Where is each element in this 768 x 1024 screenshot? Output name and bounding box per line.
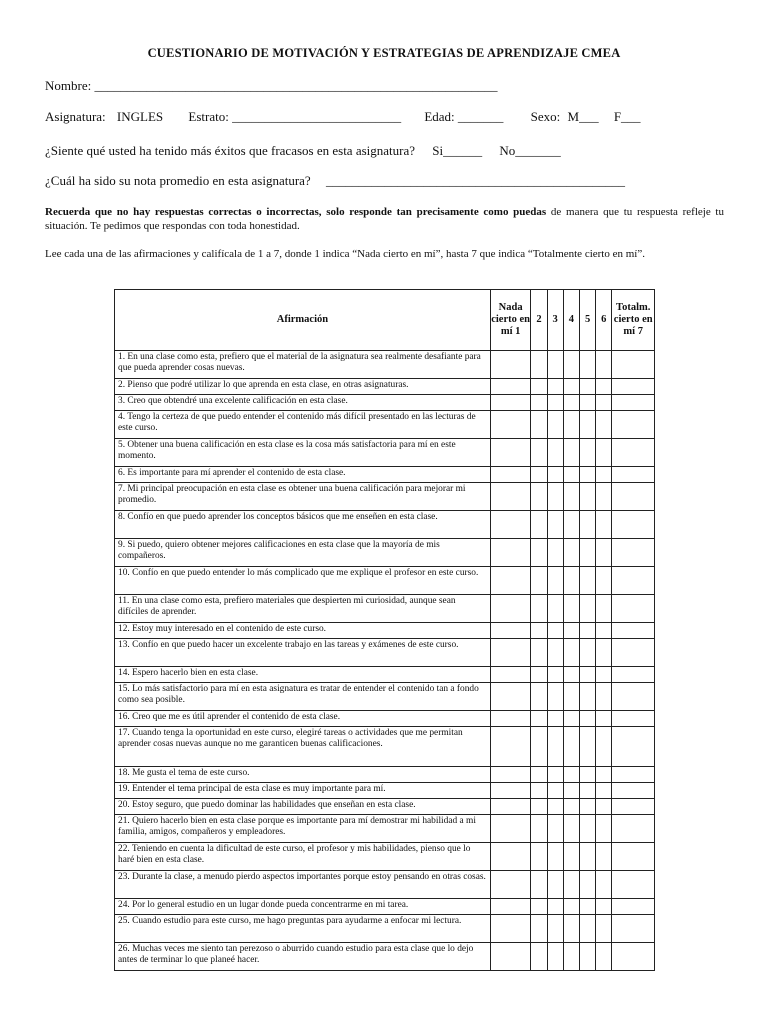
rating-cell-4[interactable] [563,943,579,971]
sexo-m-field[interactable]: M___ [567,109,599,124]
table-row [115,899,655,915]
afirmacion-cell: 23. Durante la clase, a menudo pierdo aspectos importantes porque estoy pensando en otras cosas. [115,871,491,899]
rating-cell-6[interactable] [596,943,612,971]
table-row [115,815,655,843]
rating-cell-1[interactable] [490,411,531,439]
rating-cell-3[interactable] [547,871,563,899]
afirmacion-cell: 15. Lo más satisfactorio para mí en esta asignatura es tratar de entender el contenido tan a fondo como sea posible. [115,683,491,711]
header-6: 6 [596,290,612,351]
rating-cell-2[interactable] [531,439,547,467]
table-row [115,467,655,483]
rating-cell-3[interactable] [547,595,563,623]
afirmacion-cell: 6. Es importante para mí aprender el contenido de esta clase. [115,467,491,483]
rating-cell-4[interactable] [563,871,579,899]
table-row [115,595,655,623]
rating-cell-7[interactable] [612,767,655,783]
table-row [115,727,655,767]
rating-cell-2[interactable] [531,483,547,511]
rating-cell-5[interactable] [579,467,595,483]
rating-cell-1[interactable] [490,767,531,783]
afirmacion-cell: 13. Confío en que puedo hacer un excelente trabajo en las tareas y exámenes de este curso. [115,639,491,667]
exitos-si-field[interactable]: Si______ [432,143,483,158]
rating-cell-6[interactable] [596,843,612,871]
rating-cell-7[interactable] [612,411,655,439]
afirmacion-cell: 14. Espero hacerlo bien en esta clase. [115,667,491,683]
table-row [115,767,655,783]
table-row [115,683,655,711]
rating-cell-4[interactable] [563,639,579,667]
rating-cell-3[interactable] [547,667,563,683]
rating-cell-2[interactable] [531,727,547,767]
afirmacion-cell: 1. En una clase como esta, prefiero que el material de la asignatura sea realmente desafiante para que pueda aprender cosas nuevas. [115,351,491,379]
rating-cell-1[interactable] [490,439,531,467]
rating-cell-6[interactable] [596,379,612,395]
rating-cell-1[interactable] [490,711,531,727]
rating-cell-4[interactable] [563,711,579,727]
rating-cell-7[interactable] [612,815,655,843]
rating-cell-4[interactable] [563,395,579,411]
asignatura-line [45,109,641,125]
rating-cell-7[interactable] [612,711,655,727]
rating-cell-3[interactable] [547,815,563,843]
rating-cell-3[interactable] [547,915,563,943]
rating-cell-6[interactable] [596,915,612,943]
rating-cell-6[interactable] [596,439,612,467]
nota-field[interactable]: ______________________________________________ [325,173,625,188]
rating-cell-7[interactable] [612,439,655,467]
rating-cell-2[interactable] [531,539,547,567]
rating-cell-1[interactable] [490,539,531,567]
rating-cell-4[interactable] [563,411,579,439]
estrato-label: Estrato: [188,109,229,124]
afirmacion-cell: 7. Mi principal preocupación en esta clase es obtener una buena calificación para mejorar mi promedio. [115,483,491,511]
afirmacion-cell: 10. Confío en que puedo entender lo más complicado que me explique el profesor en este curso. [115,567,491,595]
rating-cell-1[interactable] [490,639,531,667]
rating-cell-2[interactable] [531,411,547,439]
rating-cell-4[interactable] [563,567,579,595]
rating-cell-4[interactable] [563,539,579,567]
rating-cell-4[interactable] [563,439,579,467]
rating-cell-5[interactable] [579,667,595,683]
rating-cell-4[interactable] [563,799,579,815]
rating-cell-3[interactable] [547,411,563,439]
afirmacion-cell: 4. Tengo la certeza de que puedo entender el contenido más difícil presentado en las lecturas de este curso. [115,411,491,439]
rating-cell-3[interactable] [547,483,563,511]
rating-cell-2[interactable] [531,915,547,943]
rating-cell-4[interactable] [563,915,579,943]
rating-cell-5[interactable] [579,899,595,915]
edad-label: Edad: [424,109,455,124]
rating-cell-7[interactable] [612,623,655,639]
table-row [115,871,655,899]
rating-cell-3[interactable] [547,511,563,539]
rating-cell-2[interactable] [531,799,547,815]
rating-cell-2[interactable] [531,899,547,915]
table-row [115,567,655,595]
rating-cell-5[interactable] [579,639,595,667]
rating-cell-7[interactable] [612,783,655,799]
rating-cell-6[interactable] [596,683,612,711]
exitos-no-field[interactable]: No_______ [499,143,561,158]
rating-cell-1[interactable] [490,395,531,411]
rating-cell-1[interactable] [490,483,531,511]
rating-cell-7[interactable] [612,871,655,899]
afirmacion-cell: 8. Confío en que puedo aprender los conceptos básicos que me enseñen en esta clase. [115,511,491,539]
rating-cell-5[interactable] [579,783,595,799]
rating-cell-5[interactable] [579,815,595,843]
rating-cell-6[interactable] [596,595,612,623]
rating-cell-5[interactable] [579,567,595,595]
exitos-line [45,143,561,159]
rating-cell-3[interactable] [547,727,563,767]
rating-cell-7[interactable] [612,467,655,483]
rating-cell-5[interactable] [579,711,595,727]
rating-cell-3[interactable] [547,623,563,639]
header-totalmente-cierto: Totalm. cierto en mí 7 [612,290,655,351]
rating-cell-4[interactable] [563,623,579,639]
rating-cell-1[interactable] [490,871,531,899]
rating-cell-6[interactable] [596,799,612,815]
nombre-label: Nombre: [45,78,92,93]
instructions-paragraph [45,206,724,233]
rating-cell-5[interactable] [579,727,595,767]
rating-cell-3[interactable] [547,351,563,379]
afirmacion-cell: 21. Quiero hacerlo bien en esta clase porque es importante para mí demostrar mi habilidad a mi familia, amigos, compañeros y empleadores. [115,815,491,843]
rating-cell-7[interactable] [612,395,655,411]
table-row [115,411,655,439]
rating-cell-5[interactable] [579,539,595,567]
rating-cell-5[interactable] [579,843,595,871]
afirmacion-cell: 5. Obtener una buena calificación en esta clase es la cosa más satisfactoria para mí en este momento. [115,439,491,467]
table-row [115,711,655,727]
rating-cell-1[interactable] [490,623,531,639]
rating-cell-5[interactable] [579,439,595,467]
table-row [115,799,655,815]
afirmacion-cell: 9. Si puedo, quiero obtener mejores calificaciones en esta clase que la mayoría de mis compañeros. [115,539,491,567]
rating-cell-5[interactable] [579,483,595,511]
table-row [115,395,655,411]
rating-cell-2[interactable] [531,567,547,595]
rating-cell-5[interactable] [579,395,595,411]
questionnaire-table [114,289,655,971]
afirmacion-cell: 16. Creo que me es útil aprender el contenido de esta clase. [115,711,491,727]
rating-cell-7[interactable] [612,683,655,711]
rating-cell-6[interactable] [596,783,612,799]
rating-cell-1[interactable] [490,843,531,871]
rating-cell-4[interactable] [563,511,579,539]
rating-cell-6[interactable] [596,483,612,511]
table-row [115,783,655,799]
rating-cell-4[interactable] [563,815,579,843]
rating-cell-2[interactable] [531,595,547,623]
scale-instructions: Lee cada una de las afirmaciones y califícala de 1 a 7, donde 1 indica “Nada cierto en mí”, hasta 7 que indica “Totalmente cierto en mí”. [45,248,645,260]
rating-cell-7[interactable] [612,799,655,815]
rating-cell-2[interactable] [531,871,547,899]
rating-cell-1[interactable] [490,511,531,539]
afirmacion-cell: 11. En una clase como esta, prefiero materiales que despierten mi curiosidad, aunque sean difíciles de aprender. [115,595,491,623]
rating-cell-3[interactable] [547,395,563,411]
rating-cell-3[interactable] [547,943,563,971]
rating-cell-4[interactable] [563,783,579,799]
rating-cell-7[interactable] [612,843,655,871]
rating-cell-5[interactable] [579,595,595,623]
rating-cell-2[interactable] [531,843,547,871]
table-row [115,623,655,639]
estrato-field[interactable]: __________________________ [232,109,402,124]
rating-cell-1[interactable] [490,943,531,971]
rating-cell-3[interactable] [547,899,563,915]
rating-cell-2[interactable] [531,467,547,483]
table-row [115,943,655,971]
rating-cell-1[interactable] [490,799,531,815]
rating-cell-7[interactable] [612,483,655,511]
rating-cell-1[interactable] [490,467,531,483]
table-header-row [115,290,655,351]
header-afirmacion: Afirmación [115,290,491,351]
rating-cell-5[interactable] [579,943,595,971]
table-row [115,379,655,395]
rating-cell-2[interactable] [531,667,547,683]
nota-question: ¿Cuál ha sido su nota promedio en esta asignatura? [45,173,311,188]
rating-cell-4[interactable] [563,467,579,483]
rating-cell-3[interactable] [547,783,563,799]
rating-cell-5[interactable] [579,799,595,815]
rating-cell-1[interactable] [490,379,531,395]
sexo-label: Sexo: [530,109,561,124]
nombre-line [45,78,497,94]
asignatura-label: Asignatura: [45,109,106,124]
rating-cell-4[interactable] [563,667,579,683]
rating-cell-6[interactable] [596,815,612,843]
rating-cell-6[interactable] [596,899,612,915]
rating-cell-3[interactable] [547,379,563,395]
header-4: 4 [563,290,579,351]
header-3: 3 [547,290,563,351]
rating-cell-1[interactable] [490,727,531,767]
rating-cell-7[interactable] [612,567,655,595]
rating-cell-5[interactable] [579,351,595,379]
instructions-rest: de manera que tu respuesta refleje tu situación. Te pedimos que respondas con toda honestidad. [45,206,724,232]
rating-cell-1[interactable] [490,815,531,843]
rating-cell-5[interactable] [579,683,595,711]
rating-cell-2[interactable] [531,395,547,411]
rating-cell-6[interactable] [596,351,612,379]
rating-cell-2[interactable] [531,783,547,799]
rating-cell-6[interactable] [596,539,612,567]
rating-cell-4[interactable] [563,483,579,511]
rating-cell-3[interactable] [547,639,563,667]
page-title: CUESTIONARIO DE MOTIVACIÓN Y ESTRATEGIAS DE APRENDIZAJE CMEA [147,46,621,60]
rating-cell-5[interactable] [579,871,595,899]
rating-cell-2[interactable] [531,767,547,783]
rating-cell-7[interactable] [612,379,655,395]
rating-cell-3[interactable] [547,567,563,595]
rating-cell-4[interactable] [563,351,579,379]
rating-cell-6[interactable] [596,623,612,639]
rating-cell-1[interactable] [490,667,531,683]
afirmacion-cell: 18. Me gusta el tema de este curso. [115,767,491,783]
rating-cell-6[interactable] [596,467,612,483]
rating-cell-1[interactable] [490,783,531,799]
rating-cell-1[interactable] [490,351,531,379]
rating-cell-2[interactable] [531,351,547,379]
rating-cell-1[interactable] [490,899,531,915]
rating-cell-4[interactable] [563,727,579,767]
rating-cell-1[interactable] [490,915,531,943]
rating-cell-3[interactable] [547,711,563,727]
afirmacion-cell: 20. Estoy seguro, que puedo dominar las habilidades que enseñan en esta clase. [115,799,491,815]
rating-cell-6[interactable] [596,639,612,667]
rating-cell-7[interactable] [612,727,655,767]
rating-cell-7[interactable] [612,899,655,915]
rating-cell-3[interactable] [547,799,563,815]
nota-line [45,173,625,189]
rating-cell-7[interactable] [612,539,655,567]
afirmacion-cell: 12. Estoy muy interesado en el contenido de este curso. [115,623,491,639]
rating-cell-6[interactable] [596,727,612,767]
table-row [115,667,655,683]
table-row [115,351,655,379]
rating-cell-1[interactable] [490,567,531,595]
rating-cell-2[interactable] [531,683,547,711]
afirmacion-cell: 2. Pienso que podré utilizar lo que aprenda en esta clase, en otras asignaturas. [115,379,491,395]
afirmacion-cell: 26. Muchas veces me siento tan perezoso o aburrido cuando estudio para esta clase que lo dejo antes de terminar lo que planeé hacer. [115,943,491,971]
rating-cell-7[interactable] [612,639,655,667]
afirmacion-cell: 22. Teniendo en cuenta la dificultad de este curso, el profesor y mis habilidades, pienso que lo haré bien en esta clase. [115,843,491,871]
rating-cell-7[interactable] [612,667,655,683]
asignatura-value: INGLES [116,109,164,124]
rating-cell-6[interactable] [596,667,612,683]
rating-cell-6[interactable] [596,411,612,439]
afirmacion-cell: 24. Por lo general estudio en un lugar donde pueda concentrarme en mi tarea. [115,899,491,915]
table-body [115,351,655,971]
nombre-field[interactable]: ______________________________________________________________ [94,78,498,93]
rating-cell-7[interactable] [612,351,655,379]
edad-field[interactable]: _______ [457,109,504,124]
rating-cell-6[interactable] [596,511,612,539]
rating-cell-3[interactable] [547,683,563,711]
instructions-bold: Recuerda que no hay respuestas correctas o incorrectas, solo responde tan precisamente como puedas [45,206,547,218]
rating-cell-3[interactable] [547,767,563,783]
rating-cell-5[interactable] [579,411,595,439]
rating-cell-6[interactable] [596,567,612,595]
rating-cell-3[interactable] [547,843,563,871]
rating-cell-7[interactable] [612,595,655,623]
afirmacion-cell: 19. Entender el tema principal de esta clase es muy importante para mí. [115,783,491,799]
rating-cell-6[interactable] [596,871,612,899]
rating-cell-4[interactable] [563,379,579,395]
rating-cell-6[interactable] [596,711,612,727]
header-nada-cierto: Nada cierto en mí 1 [490,290,531,351]
rating-cell-2[interactable] [531,815,547,843]
rating-cell-5[interactable] [579,623,595,639]
rating-cell-7[interactable] [612,511,655,539]
rating-cell-5[interactable] [579,379,595,395]
header-2: 2 [531,290,547,351]
rating-cell-4[interactable] [563,595,579,623]
header-5: 5 [579,290,595,351]
table-row [115,539,655,567]
rating-cell-7[interactable] [612,943,655,971]
rating-cell-2[interactable] [531,511,547,539]
afirmacion-cell: 17. Cuando tenga la oportunidad en este curso, elegiré tareas o actividades que me permitan aprender cosas nuevas aunque no me garanticen buenas calificaciones. [115,727,491,767]
table-row [115,915,655,943]
rating-cell-2[interactable] [531,379,547,395]
rating-cell-5[interactable] [579,915,595,943]
table-row [115,483,655,511]
rating-cell-4[interactable] [563,843,579,871]
rating-cell-2[interactable] [531,639,547,667]
rating-cell-3[interactable] [547,439,563,467]
table-row [115,439,655,467]
rating-cell-6[interactable] [596,767,612,783]
rating-cell-3[interactable] [547,539,563,567]
rating-cell-4[interactable] [563,767,579,783]
rating-cell-7[interactable] [612,915,655,943]
rating-cell-2[interactable] [531,711,547,727]
table-row [115,639,655,667]
rating-cell-1[interactable] [490,595,531,623]
rating-cell-1[interactable] [490,683,531,711]
rating-cell-3[interactable] [547,467,563,483]
rating-cell-6[interactable] [596,395,612,411]
afirmacion-cell: 25. Cuando estudio para este curso, me hago preguntas para ayudarme a enfocar mi lectura. [115,915,491,943]
rating-cell-4[interactable] [563,899,579,915]
afirmacion-cell: 3. Creo que obtendré una excelente calificación en esta clase. [115,395,491,411]
rating-cell-2[interactable] [531,623,547,639]
table-row [115,511,655,539]
table-row [115,843,655,871]
exitos-question: ¿Siente qué usted ha tenido más éxitos que fracasos en esta asignatura? [45,143,416,158]
rating-cell-2[interactable] [531,943,547,971]
rating-cell-5[interactable] [579,767,595,783]
rating-cell-5[interactable] [579,511,595,539]
sexo-f-field[interactable]: F___ [613,109,641,124]
rating-cell-4[interactable] [563,683,579,711]
